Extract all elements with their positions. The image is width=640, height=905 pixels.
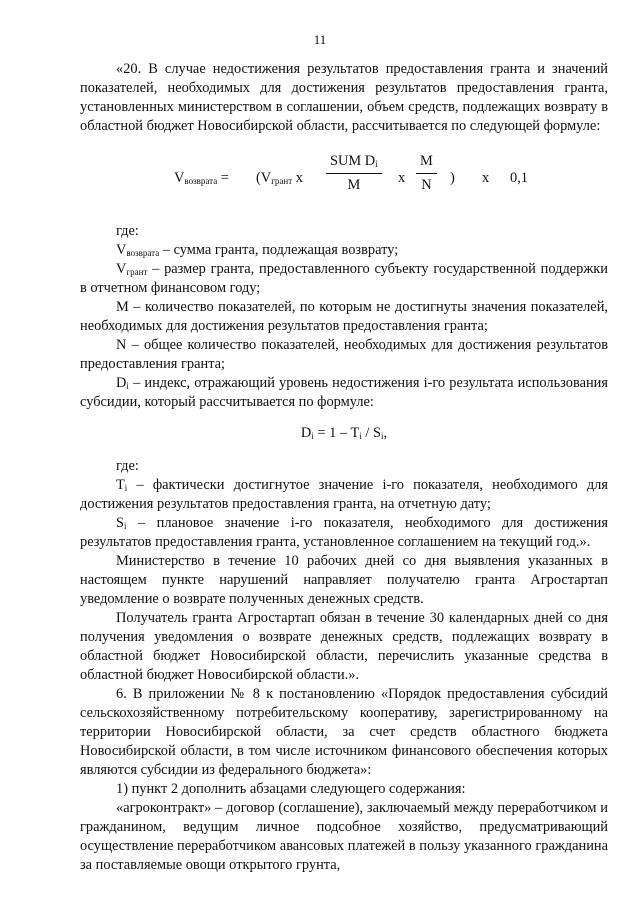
paragraph-recipient-obligation: Получатель гранта Агростартап обязан в течение 30 календарных дней со дня получения уведомления о возврате денежных средств, подлежащих возврату в областной бюджет Новосибирской области, перечислить указанные средства в областной бюджет Новосибирской области.». [80, 610, 608, 683]
definition-v-refund: $V_{возврата}$ – сумма гранта, подлежащая возврату; [116, 242, 399, 258]
definition-n: N – общее количество показателей, необходимых для достижения результатов предоставления гранта; [80, 337, 608, 372]
definition-d: $D_i$ – индекс, отражающий уровень недостижения i-го результата использования субсидии, который рассчитывается по формуле: [80, 375, 608, 410]
formula-open: ($V_{грант}$ x [256, 170, 303, 186]
definition-m: М – количество показателей, по которым не достигнуты значения показателей, необходимых для достижения результатов предоставления гранта; [80, 299, 608, 334]
formula-close: ) [450, 170, 455, 186]
formula-refund-volume [80, 150, 608, 222]
definition-s: $S_i$ – плановое значение i-го показателя, необходимого для достижения результатов предоставления гранта, установленное соглашением на текущий год.». [80, 515, 608, 550]
formula-fraction-mn: M N [416, 152, 437, 195]
definition-v-grant: $V_{грант}$ – размер гранта, предоставленного субъекту государственной поддержки в отчетном финансовом году; [80, 261, 608, 296]
paragraph-intro: «20. В случае недостижения результатов предоставления гранта и значений показателей, необходимых для достижения результатов предоставления гранта, установленных министерством в соглашении, объем средств, подлежащих возврату в областной бюджет Новосибирской области, рассчитывается по следующей формуле: [80, 61, 608, 134]
formula-lhs: $V_{возврата}$ = [174, 170, 229, 186]
definition-t: $T_i$ – фактически достигнутое значение i-го показателя, необходимого для достижения результатов предоставления гранта, на отчетную дату; [80, 477, 608, 512]
formula-times: x [398, 170, 406, 186]
document-body [80, 60, 608, 875]
paragraph-appendix-8: 6. В приложении № 8 к постановлению «Порядок предоставления субсидий сельскохозяйственному потребительскому кооперативу, зарегистрированному на территории Новосибирской области, за счет средств областного бюджета Новосибирской области, в том числе источником финансового обеспечения которых являются субсидии из федерального бюджета»: [80, 686, 608, 778]
formula-times: x [482, 170, 490, 186]
page-number: 11 [313, 32, 327, 47]
formula-coefficient: 0,1 [510, 170, 528, 186]
paragraph-agrocontract: «агроконтракт» – договор (соглашение), заключаемый между переработчиком и гражданином, ведущим личное подсобное хозяйство, предусматривающий осуществление переработчиком авансовых платежей в пользу указанного гражданина за поставляемые овощи открытого грунта, [80, 800, 608, 873]
formula-index-d: $D_i = 1 - T_i / S_i$, [300, 425, 388, 441]
where-label: где: [116, 458, 139, 474]
paragraph-item-1: 1) пункт 2 дополнить абзацами следующего содержания: [116, 781, 466, 797]
where-label: где: [116, 223, 139, 239]
formula-fraction-sum: SUM $D_i$ M [326, 152, 382, 195]
paragraph-ministry-notice: Министерство в течение 10 рабочих дней со дня выявления указанных в настоящем пункте нарушений направляет получателю гранта Агростартап уведомление о возврате полученных денежных средств. [80, 553, 608, 607]
